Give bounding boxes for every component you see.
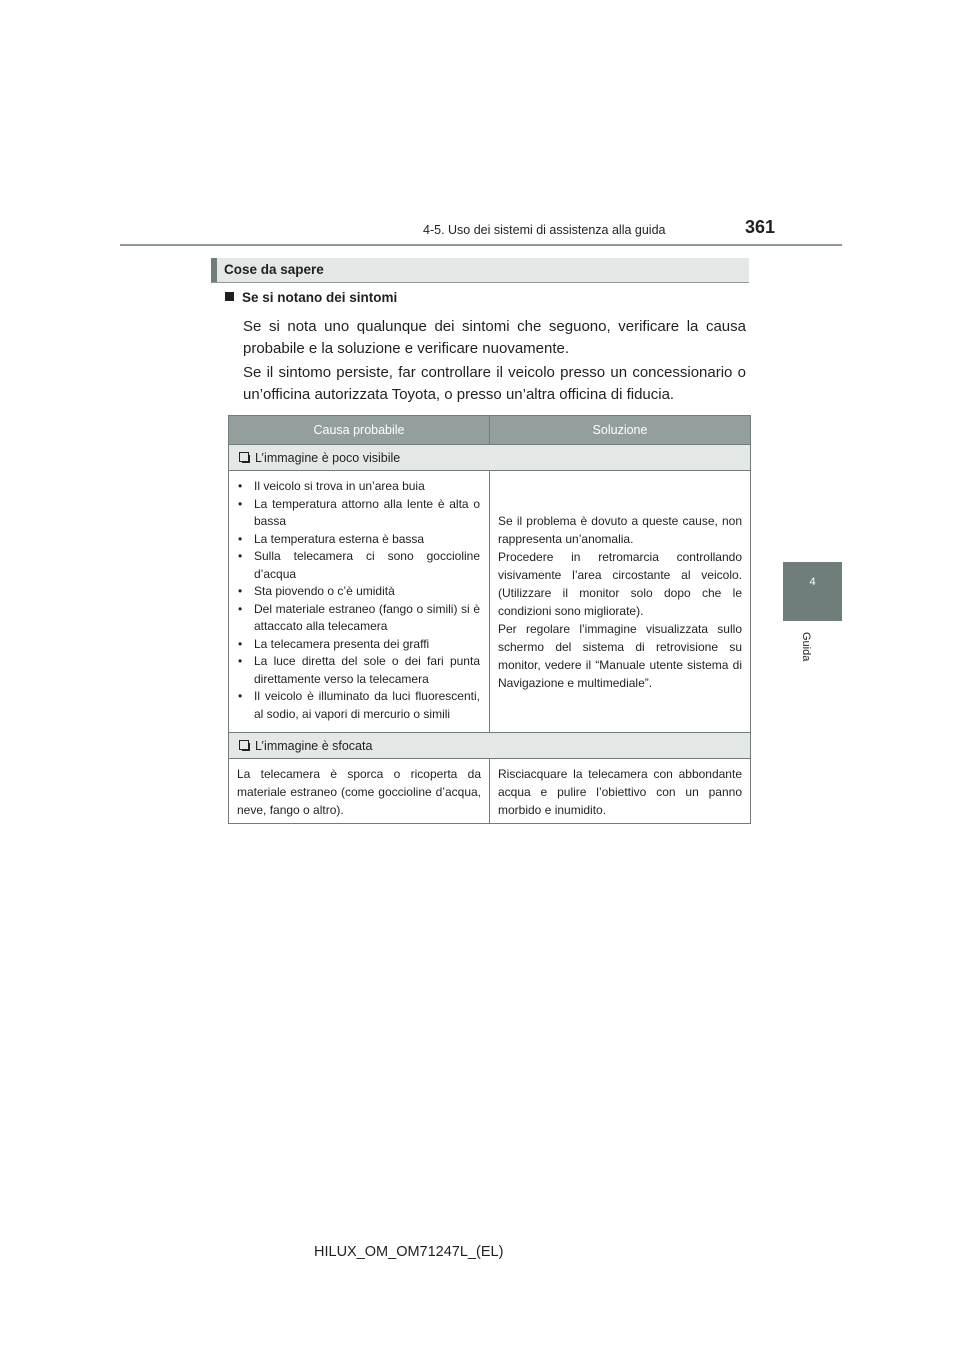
cause-list (230, 472, 488, 731)
solution-cell: Risciacquare la telecamera con abbondante acqua e pulire l’obiettivo con un panno morbido e inumidito. (490, 759, 751, 824)
list-item: • La temperatura attorno alla lente è alta o bassa (238, 496, 480, 531)
symptom-row (229, 445, 751, 471)
info-box-title: Cose da sapere (224, 262, 324, 277)
page-number: 361 (745, 217, 776, 237)
solution-text: Per regolare l’immagine visualizzata sullo schermo del sistema di retrovisione su monitor, vedere il “Manuale utente sistema di Navigazione e multimediale”. (498, 621, 742, 690)
list-item: • Del materiale estraneo (fango o simili) si è attaccato alla telecamera (238, 601, 480, 636)
square-bullet-icon (225, 292, 234, 301)
list-item: • La luce diretta del sole o dei fari punta direttamente verso la telecamera (238, 653, 480, 688)
solution-cell (490, 471, 751, 733)
column-header-cause: Causa probabile (229, 416, 490, 445)
solution-text: Se il problema è dovuto a queste cause, non rappresenta un’anomalia. (498, 513, 742, 546)
paragraph: Se il sintomo persiste, far controllare il veicolo presso un concessionario o un’officina autorizzata Toyota, o presso un’altra officina di fiducia. (243, 364, 746, 403)
list-item: • La telecamera presenta dei graffi (238, 636, 480, 654)
symptom-title: L’immagine è sfocata (255, 738, 373, 753)
symptom-title: L’immagine è poco visibile (255, 450, 401, 465)
column-header-solution: Soluzione (490, 416, 751, 445)
info-box-header (211, 258, 749, 283)
checkbox-symbol-icon (239, 452, 249, 462)
document-code: HILUX_OM_OM71247L_(EL) (314, 1244, 504, 1260)
topic-heading-text: Se si notano dei sintomi (242, 290, 398, 305)
list-item: • La temperatura esterna è bassa (238, 531, 480, 549)
info-box-accent (211, 258, 217, 282)
table-row (229, 759, 751, 824)
paragraph: Se si nota uno qualunque dei sintomi che seguono, verificare la causa probabile e la soluzione e verificare nuovamente. (243, 318, 746, 357)
cause-cell: La telecamera è sporca o ricoperta da materiale estraneo (come goccioline d’acqua, neve, fango o altro). (229, 759, 490, 824)
list-item: • Sulla telecamera ci sono goccioline d’acqua (238, 548, 480, 583)
symptom-cell (229, 733, 751, 759)
solution-text: Procedere in retromarcia controllando visivamente l’area circostante al veicolo. (Utilizzare il monitor solo dopo che le condizioni sono migliorate). (498, 549, 742, 618)
symptom-cell (229, 445, 751, 471)
chapter-number: 4 (809, 576, 816, 588)
table-row (229, 471, 751, 733)
table-header-row (229, 416, 751, 445)
section-title: 4-5. Uso dei sistemi di assistenza alla guida (423, 223, 666, 237)
list-item: • Il veicolo è illuminato da luci fluorescenti, al sodio, ai vapori di mercurio o simili (238, 688, 480, 723)
checkbox-symbol-icon (239, 740, 249, 750)
chapter-label: Guida (800, 632, 812, 662)
list-item: • Il veicolo si trova in un’area buia (238, 478, 480, 496)
symptom-row (229, 733, 751, 759)
chapter-tab (783, 562, 842, 621)
topic-heading (225, 290, 397, 305)
cause-cell (229, 471, 490, 733)
header-divider (120, 244, 842, 246)
list-item: • Sta piovendo o c’è umidità (238, 583, 480, 601)
troubleshooting-table (228, 415, 751, 824)
